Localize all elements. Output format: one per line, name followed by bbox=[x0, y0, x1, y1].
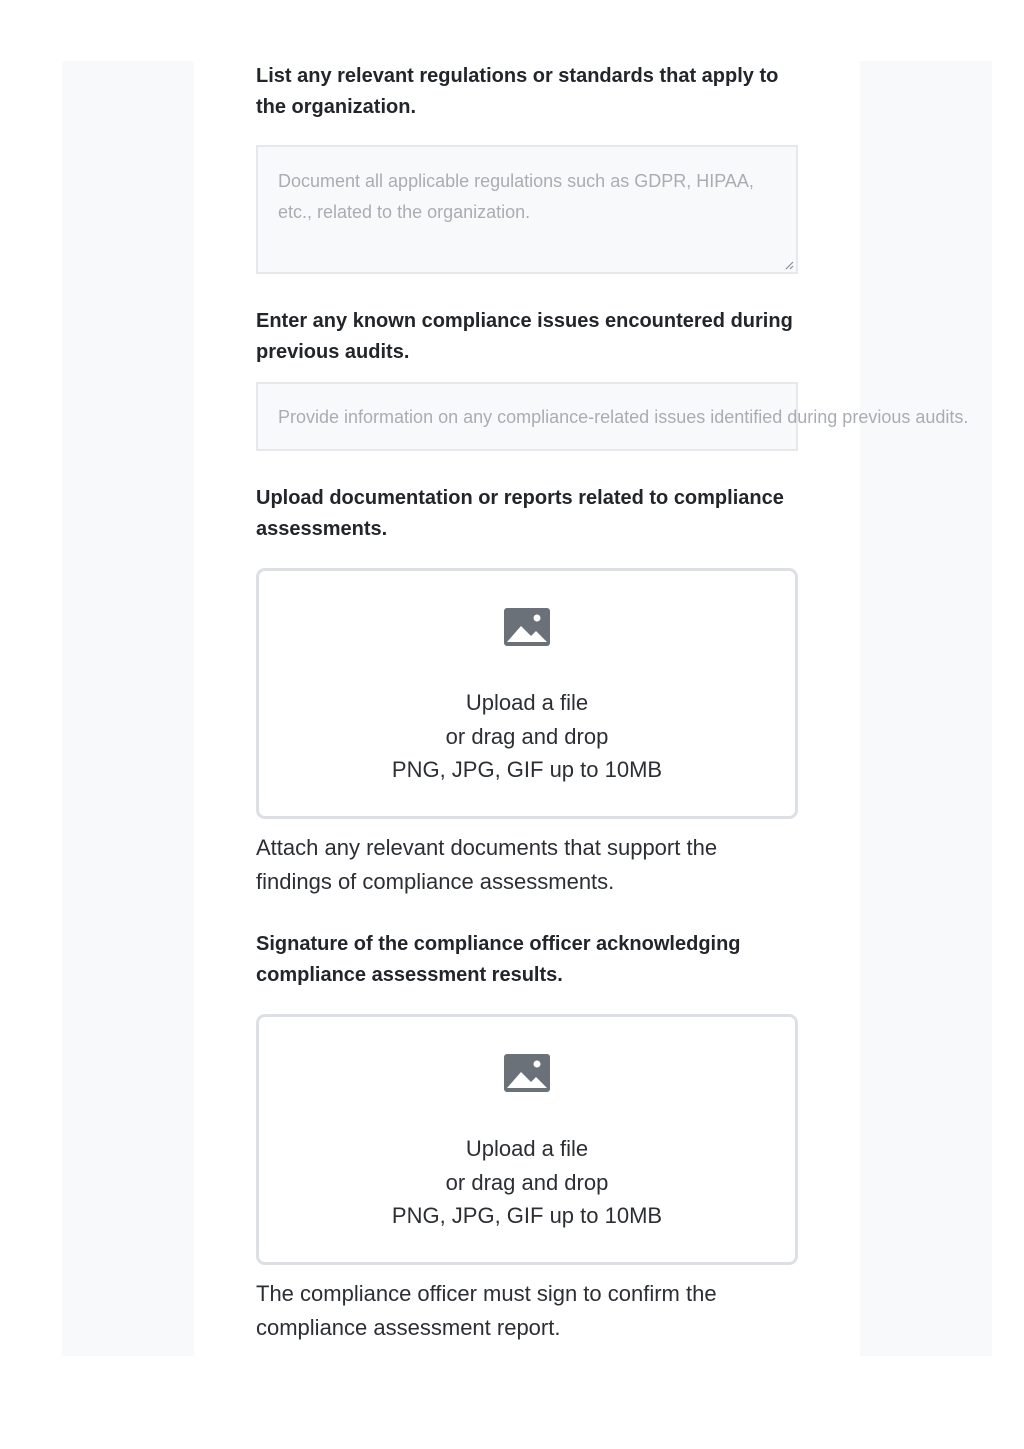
drag-drop-text: or drag and drop bbox=[445, 723, 609, 749]
regulations-label: List any relevant regulations or standards that apply to the organization. bbox=[256, 65, 779, 118]
left-side-panel bbox=[62, 61, 194, 1356]
regulations-field bbox=[256, 61, 798, 274]
documentation-field bbox=[256, 483, 798, 899]
image-icon bbox=[504, 608, 550, 646]
signature-field bbox=[256, 929, 798, 1345]
compliance-form bbox=[256, 61, 969, 1345]
documentation-helper: Attach any relevant documents that support the findings of compliance assessments. bbox=[256, 835, 718, 894]
signature-helper: The compliance officer must sign to confirm the compliance assessment report. bbox=[256, 1281, 717, 1340]
right-side-panel bbox=[860, 61, 992, 1356]
upload-file-link[interactable]: Upload a file bbox=[465, 1136, 589, 1161]
upload-file-link[interactable]: Upload a file bbox=[465, 690, 589, 715]
file-formats-text: PNG, JPG, GIF up to 10MB bbox=[391, 1203, 663, 1228]
image-icon bbox=[504, 1054, 550, 1092]
documentation-dropzone[interactable] bbox=[256, 568, 798, 819]
regulations-textarea[interactable] bbox=[256, 145, 798, 274]
signature-label: Signature of the compliance officer acknowledging compliance assessment results. bbox=[256, 933, 741, 986]
documentation-label: Upload documentation or reports related to compliance assessments. bbox=[256, 487, 784, 540]
issues-input[interactable] bbox=[256, 382, 969, 451]
file-formats-text: PNG, JPG, GIF up to 10MB bbox=[391, 757, 663, 782]
issues-placeholder: Provide information on any compliance-related issues identified during previous audits. bbox=[278, 407, 969, 427]
regulations-placeholder: Document all applicable regulations such as GDPR, HIPAA, etc., related to the organization. bbox=[278, 171, 754, 222]
resize-grip-icon[interactable] bbox=[784, 260, 794, 270]
signature-dropzone[interactable] bbox=[256, 1014, 798, 1265]
drag-drop-text: or drag and drop bbox=[445, 1169, 609, 1195]
issues-field bbox=[256, 306, 969, 451]
issues-label: Enter any known compliance issues encountered during previous audits. bbox=[256, 310, 793, 363]
